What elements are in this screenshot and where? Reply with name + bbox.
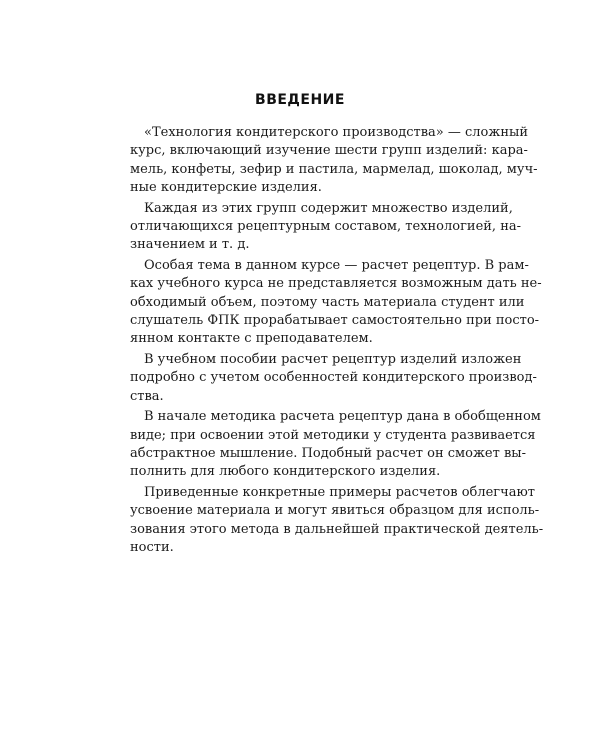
paragraph [130,408,541,482]
paragraph-line: Особая тема в данном курсе — расчет рецептур. В рам- [144,257,529,273]
paragraph-line: обходимый объем, поэтому часть материала студент или [130,294,525,310]
paragraph-line: отличающихся рецептурным составом, технологией, на- [130,219,522,235]
paragraph [130,200,522,255]
paragraph-line: ные кондитерские изделия. [130,180,322,196]
paragraph-line: Приведенные конкретные примеры расчетов облегчают [144,484,535,500]
paragraph [130,124,538,198]
paragraph [130,484,544,558]
paragraph-line: слушатель ФПК прорабатывает самостоятельно при посто- [130,313,540,329]
paragraph [130,257,542,349]
paragraph [130,351,537,406]
paragraph-line: ности. [130,539,174,555]
paragraph-line: В учебном пособии расчет рецептур изделий изложен [144,351,522,367]
paragraph-line: курс, включающий изучение шести групп изделий: кара- [130,143,528,159]
paragraph-line: виде; при освоении этой методики у студента развивается [130,427,536,443]
paragraph-line: янном контакте с преподавателем. [130,331,373,347]
paragraph-line: Каждая из этих групп содержит множество изделий, [144,200,513,216]
paragraph-line: мель, конфеты, зефир и пастила, мармелад, шоколад, муч- [130,161,538,177]
paragraph-line: подробно с учетом особенностей кондитерского производ- [130,370,537,386]
paragraph-line: В начале методика расчета рецептур дана в обобщенном [144,409,541,425]
paragraph-line: усвоение материала и могут явиться образцом для исполь- [130,503,540,519]
page-heading: ВВЕДЕНИЕ [255,92,345,108]
paragraph-line: полнить для любого кондитерского изделия. [130,464,441,480]
paragraph-line: зования этого метода в дальнейшей практической деятель- [130,521,544,537]
body-text [130,124,544,559]
paragraph-line: ках учебного курса не представляется возможным дать не- [130,276,542,292]
paragraph-line: «Технология кондитерского производства» — сложный [144,125,529,140]
paragraph-line: абстрактное мышление. Подобный расчет он сможет вы- [130,445,527,461]
paragraph-line: ства. [130,388,164,404]
paragraph-line: значением и т. д. [130,237,250,253]
